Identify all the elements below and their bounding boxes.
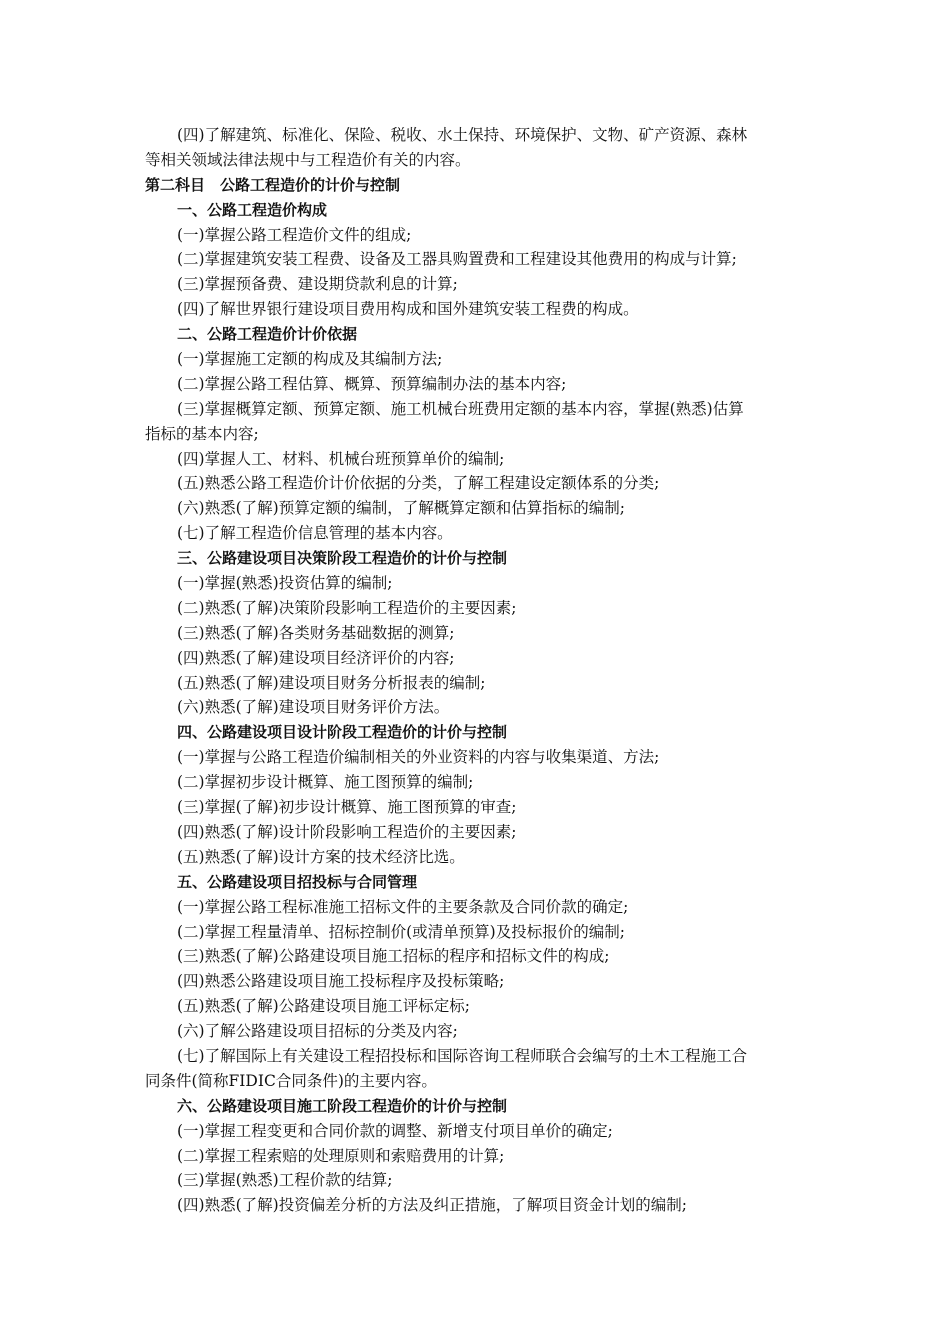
- text-line: (三)掌握概算定额、预算定额、施工机械台班费用定额的基本内容，掌握(熟悉)估算: [177, 399, 744, 418]
- section-heading: 三、公路建设项目决策阶段工程造价的计价与控制: [177, 549, 508, 568]
- text-line: (六)熟悉(了解)建设项目财务评价方法。: [177, 698, 450, 717]
- text-line: (二)掌握公路工程估算、概算、预算编制办法的基本内容;: [177, 374, 567, 393]
- text-line: (四)了解建筑、标准化、保险、税收、水土保持、环境保护、文物、矿产资源、森林: [177, 126, 748, 144]
- text-line: (三)掌握(熟悉)工程价款的结算;: [177, 1171, 393, 1190]
- text-line: (七)了解国际上有关建设工程招投标和国际咨询工程师联合会编写的土木工程施工合: [177, 1046, 748, 1065]
- document-body: [145, 123, 805, 1218]
- text-line: (三)掌握(了解)初步设计概算、施工图预算的审查;: [177, 798, 517, 817]
- text-line: (三)熟悉(了解)各类财务基础数据的测算;: [177, 623, 455, 642]
- text-line: (四)掌握人工、材料、机械台班预算单价的编制;: [177, 449, 505, 468]
- section-heading: 四、公路建设项目设计阶段工程造价的计价与控制: [177, 723, 508, 742]
- text-line: (四)熟悉(了解)建设项目经济评价的内容;: [177, 648, 455, 667]
- text-line: (一)掌握与公路工程造价编制相关的外业资料的内容与收集渠道、方法;: [177, 748, 660, 767]
- text-line: (二)熟悉(了解)决策阶段影响工程造价的主要因素;: [177, 598, 517, 617]
- text-line: 指标的基本内容;: [145, 424, 259, 443]
- section-heading: 五、公路建设项目招投标与合同管理: [177, 872, 418, 891]
- text-line: (一)掌握公路工程标准施工招标文件的主要条款及合同价款的确定;: [177, 897, 629, 916]
- text-line: (四)熟悉(了解)投资偏差分析的方法及纠正措施，了解项目资金计划的编制;: [177, 1196, 687, 1215]
- text-line: (七)了解工程造价信息管理的基本内容。: [177, 524, 453, 543]
- text-line: (五)熟悉公路工程造价计价依据的分类，了解工程建设定额体系的分类;: [177, 474, 660, 493]
- text-line: (二)掌握工程索赔的处理原则和索赔费用的计算;: [177, 1146, 505, 1165]
- text-line: (六)熟悉(了解)预算定额的编制，了解概算定额和估算指标的编制;: [177, 499, 625, 518]
- subject-heading: 第二科目 公路工程造价的计价与控制: [145, 175, 401, 194]
- text-line: (二)掌握初步设计概算、施工图预算的编制;: [177, 773, 474, 792]
- section-heading: 一、公路工程造价构成: [177, 200, 328, 219]
- section-heading: 二、公路工程造价计价依据: [177, 325, 358, 344]
- text-line: (五)熟悉(了解)建设项目财务分析报表的编制;: [177, 673, 486, 692]
- text-line: (四)熟悉公路建设项目施工投标程序及投标策略;: [177, 972, 505, 991]
- text-line: (四)熟悉(了解)设计阶段影响工程造价的主要因素;: [177, 822, 517, 841]
- section-heading: 六、公路建设项目施工阶段工程造价的计价与控制: [177, 1096, 508, 1115]
- text-line: 同条件(简称FIDIC合同条件)的主要内容。: [145, 1071, 437, 1090]
- text-line: (二)掌握工程量清单、招标控制价(或清单预算)及投标报价的编制;: [177, 922, 625, 941]
- text-line: (一)掌握施工定额的构成及其编制方法;: [177, 350, 443, 369]
- text-line: (五)熟悉(了解)公路建设项目施工评标定标;: [177, 997, 470, 1016]
- text-line: (一)掌握工程变更和合同价款的调整、新增支付项目单价的确定;: [177, 1121, 613, 1140]
- text-line: (一)掌握公路工程造价文件的组成;: [177, 225, 412, 244]
- text-line: 等相关领域法律法规中与工程造价有关的内容。: [145, 150, 471, 169]
- text-line: (三)熟悉(了解)公路建设项目施工招标的程序和招标文件的构成;: [177, 947, 610, 966]
- text-line: (二)掌握建筑安装工程费、设备及工器具购置费和工程建设其他费用的构成与计算;: [177, 250, 737, 269]
- text-line: (一)掌握(熟悉)投资估算的编制;: [177, 574, 393, 593]
- text-line: (四)了解世界银行建设项目费用构成和国外建筑安装工程费的构成。: [177, 300, 639, 319]
- text-line: (六)了解公路建设项目招标的分类及内容;: [177, 1022, 458, 1041]
- text-line: (五)熟悉(了解)设计方案的技术经济比选。: [177, 847, 465, 866]
- text-line: (三)掌握预备费、建设期贷款利息的计算;: [177, 275, 458, 294]
